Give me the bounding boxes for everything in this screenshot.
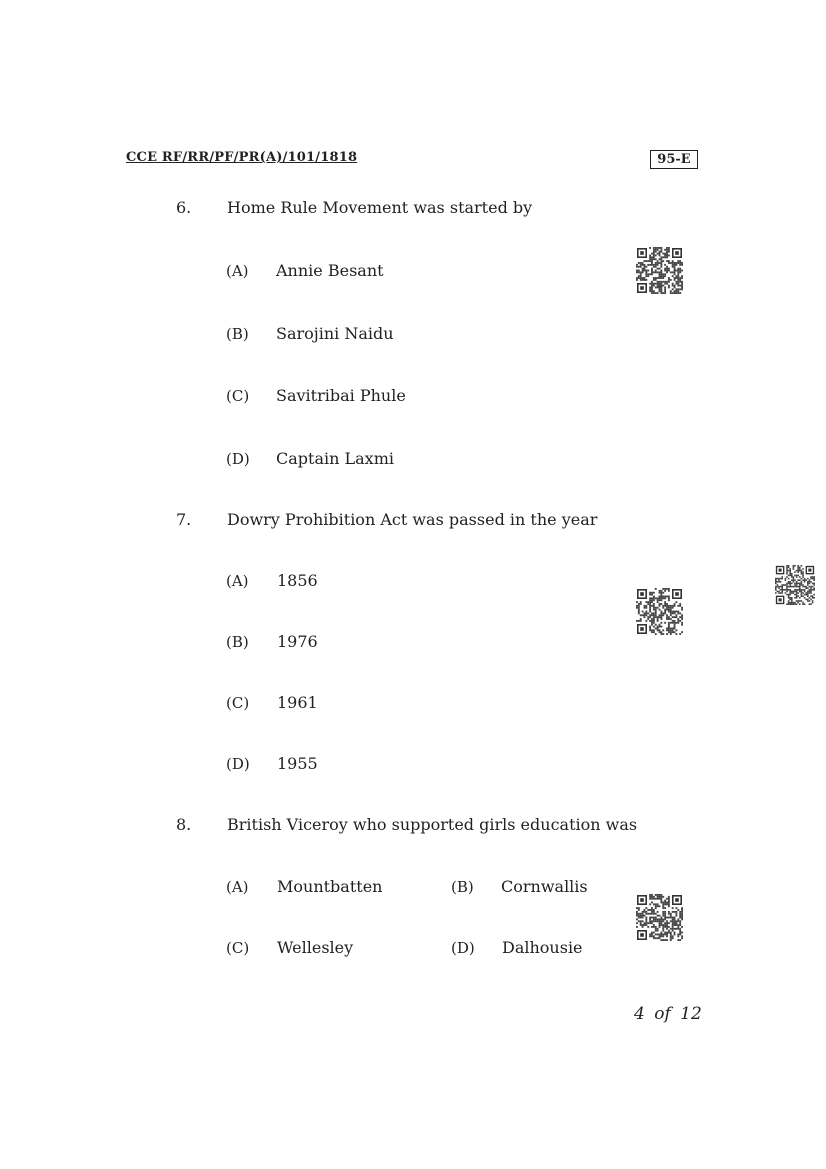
option-label: (B): [226, 325, 249, 343]
exam-code: CCE RF/RR/PF/PR(A)/101/1818: [126, 150, 358, 165]
qr-code-icon: [636, 588, 683, 635]
option-text: 1976: [277, 632, 318, 651]
option-text: Captain Laxmi: [276, 449, 394, 468]
option-label: (D): [451, 939, 475, 957]
option-text: Cornwallis: [501, 877, 588, 896]
option-label: (D): [226, 755, 250, 773]
option-text: Wellesley: [277, 938, 354, 957]
option-text: Sarojini Naidu: [276, 324, 394, 343]
question-number: 6.: [176, 198, 192, 217]
option-text: Dalhousie: [502, 938, 583, 957]
qr-code-icon: [636, 247, 683, 294]
option-label: (A): [226, 878, 249, 896]
option-text: 1856: [277, 571, 318, 590]
question-text: Dowry Prohibition Act was passed in the year: [227, 510, 598, 529]
option-label: (C): [226, 694, 250, 712]
option-label: (B): [226, 633, 249, 651]
question-number: 8.: [176, 815, 192, 834]
option-text: Mountbatten: [277, 877, 383, 896]
option-text: 1955: [277, 754, 318, 773]
option-label: (B): [451, 878, 474, 896]
question-text: Home Rule Movement was started by: [227, 198, 533, 217]
option-text: 1961: [277, 693, 318, 712]
question-number: 7.: [176, 510, 192, 529]
option-text: Annie Besant: [276, 261, 384, 280]
question-text: British Viceroy who supported girls education was: [227, 815, 638, 834]
page-number: 4 of 12: [634, 1004, 702, 1024]
qr-code-icon: [775, 565, 815, 605]
option-label: (A): [226, 572, 249, 590]
paper-code-badge: 95-E: [650, 150, 698, 169]
option-label: (A): [226, 262, 249, 280]
option-text: Savitribai Phule: [276, 386, 406, 405]
option-label: (D): [226, 450, 250, 468]
option-label: (C): [226, 387, 250, 405]
option-label: (C): [226, 939, 250, 957]
qr-code-icon: [636, 894, 683, 941]
